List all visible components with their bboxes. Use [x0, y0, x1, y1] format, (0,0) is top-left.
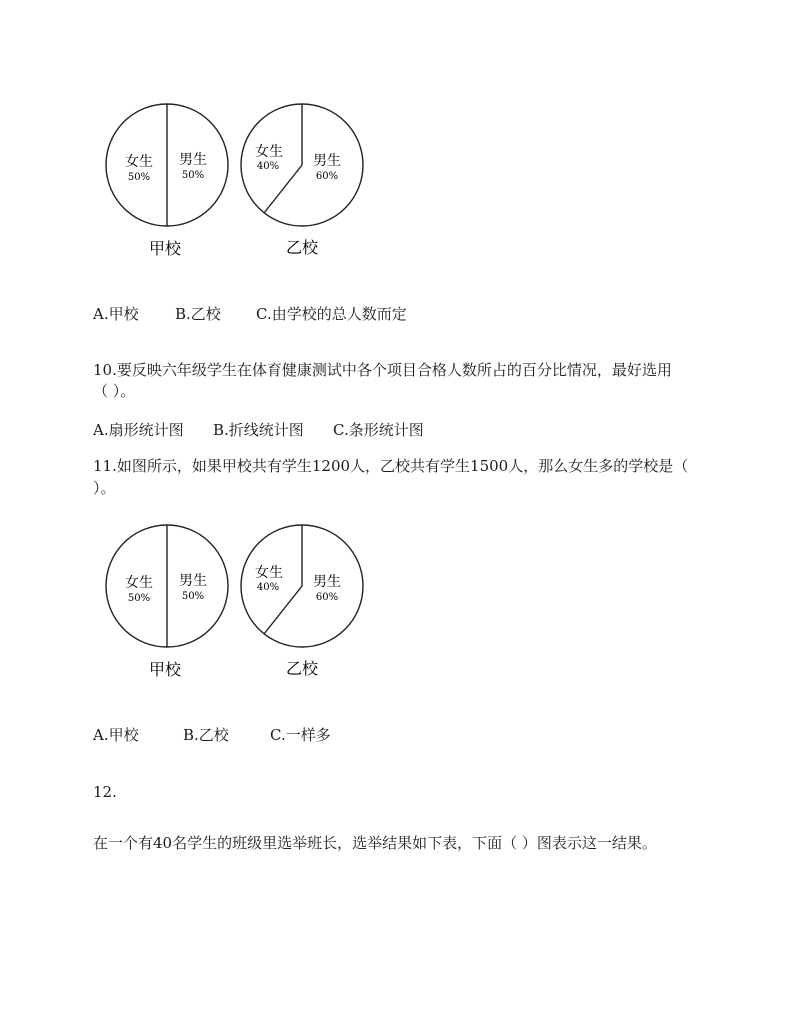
- pie-figure-2: [0, 519, 794, 689]
- school-name-yi: 乙校: [285, 238, 319, 257]
- slice-label-girls: 女生: [255, 565, 283, 581]
- slice-label-girls: 女生: [255, 144, 283, 160]
- slice-percent-boys: 50%: [181, 591, 205, 602]
- q10-text-line1: 10.要反映六年级学生在体育健康测试中各个项目合格人数所占的百分比情况，最好选用: [93, 361, 672, 379]
- pie-yi-2: [241, 525, 363, 647]
- slice-percent-boys: 60%: [315, 592, 339, 603]
- q11-text-line2: ）。: [93, 479, 116, 497]
- q9-option-a[interactable]: A.甲校: [93, 305, 139, 323]
- q9-option-c[interactable]: C.由学校的总人数而定: [256, 305, 407, 323]
- slice-label-girls: 女生: [125, 575, 153, 591]
- slice-percent-girls: 40%: [256, 582, 280, 593]
- pie-svg-1: [0, 98, 794, 268]
- slice-percent-girls: 50%: [127, 593, 151, 604]
- school-name-jia: 甲校: [148, 660, 182, 679]
- q11-option-a[interactable]: A.甲校: [93, 726, 139, 744]
- q11-text-line1: 11.如图所示，如果甲校共有学生1200人，乙校共有学生1500人，那么女生多的学校是（: [93, 457, 689, 475]
- q11-option-c[interactable]: C.一样多: [270, 726, 331, 744]
- slice-label-girls: 女生: [125, 154, 153, 170]
- slice-percent-boys: 50%: [181, 170, 205, 181]
- school-name-jia: 甲校: [148, 239, 182, 258]
- slice-label-boys: 男生: [313, 574, 341, 590]
- q9-option-b[interactable]: B.乙校: [175, 305, 221, 323]
- pie-yi-1: [241, 104, 363, 226]
- slice-label-boys: 男生: [179, 152, 207, 168]
- slice-label-boys: 男生: [179, 573, 207, 589]
- pie-svg-2: [0, 519, 794, 689]
- slice-percent-girls: 40%: [256, 161, 280, 172]
- pie-figure-1: [0, 98, 794, 268]
- q12-number: 12.: [93, 783, 117, 801]
- slice-percent-boys: 60%: [315, 171, 339, 182]
- q10-option-c[interactable]: C.条形统计图: [333, 421, 424, 439]
- q12-text: 在一个有40名学生的班级里选举班长，选举结果如下表，下面（ ）图表示这一结果。: [93, 834, 657, 852]
- pie-jia-2: [106, 525, 228, 647]
- school-name-yi: 乙校: [285, 659, 319, 678]
- q10-text-line2: （ ）。: [93, 382, 136, 400]
- q11-option-b[interactable]: B.乙校: [183, 726, 229, 744]
- slice-label-boys: 男生: [313, 153, 341, 169]
- q10-option-a[interactable]: A.扇形统计图: [93, 421, 184, 439]
- pie-jia-1: [106, 104, 228, 226]
- q10-option-b[interactable]: B.折线统计图: [213, 421, 304, 439]
- slice-percent-girls: 50%: [127, 172, 151, 183]
